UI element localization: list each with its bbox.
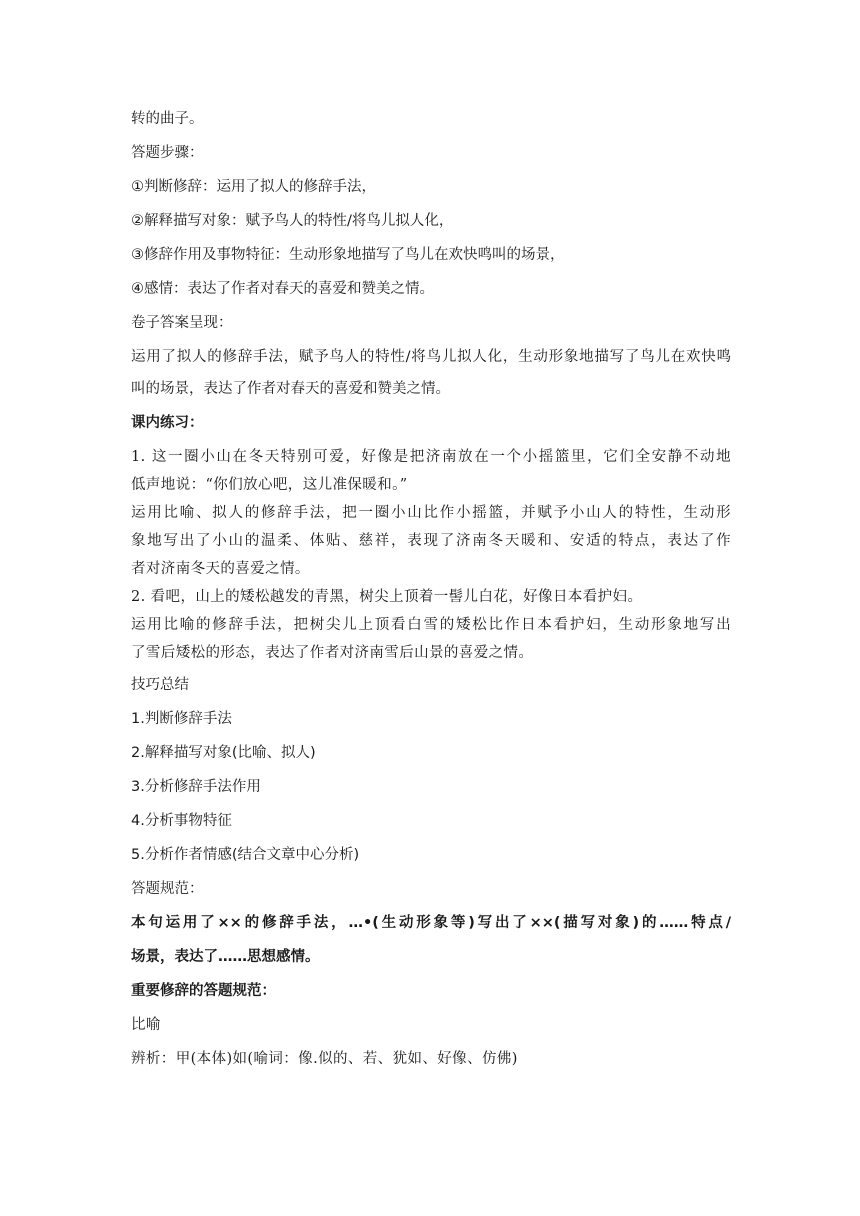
answer-heading: 卷子答案呈现： xyxy=(131,315,233,331)
metaphor-term: 比喻 xyxy=(131,1017,161,1033)
metaphor-analysis: 辨析：甲(本体)如(喻词：像.似的、若、犹如、好像、仿佛) xyxy=(131,1051,518,1067)
paragraph-tail: 转的曲子。 xyxy=(131,111,204,127)
document-body xyxy=(131,108,731,1070)
step-1: ①判断修辞：运用了拟人的修辞手法， xyxy=(131,179,376,195)
answer-line-1: 运用了拟人的修辞手法，赋予鸟人的特性/将鸟儿拟人化，生动形象地描写了鸟儿在欢快鸣 xyxy=(131,349,731,365)
exercise-1-answer-line-2: 象地写出了小山的温柔、体贴、慈祥，表现了济南冬天暖和、安适的特点，表达了作 xyxy=(131,533,731,549)
skill-2: 2.解释描写对象(比喻、拟人) xyxy=(131,745,316,761)
practice-heading: 课内练习： xyxy=(131,415,204,431)
norm-heading: 答题规范： xyxy=(131,881,204,897)
skill-4: 4.分析事物特征 xyxy=(131,813,232,829)
norm-line-2: 场景，表达了……思想感情。 xyxy=(131,949,320,965)
step-4: ④感情：表达了作者对春天的喜爱和赞美之情。 xyxy=(131,281,434,297)
exercise-2-answer-line-2: 了雪后矮松的形态，表达了作者对济南雪后山景的喜爱之情。 xyxy=(131,645,534,661)
exercise-2-answer-line-1: 运用比喻的修辞手法，把树尖儿上顶看白雪的矮松比作日本看护妇，生动形象地写出 xyxy=(131,617,731,633)
step-2: ②解释描写对象：赋予鸟人的特性/将鸟儿拟人化， xyxy=(131,213,454,229)
exercise-1-answer-line-3: 者对济南冬天的喜爱之情。 xyxy=(131,561,310,577)
skill-5: 5.分析作者情感(结合文章中心分析) xyxy=(131,847,360,863)
exercise-2-line: 2. 看吧，山上的矮松越发的青黑，树尖上顶着一髻儿白花，好像日本看护妇。 xyxy=(131,589,643,605)
steps-heading: 答题步骤： xyxy=(131,145,204,161)
exercise-1-answer-line-1: 运用比喻、拟人的修辞手法，把一圈小山比作小摇篮，并赋予小山人的特性，生动形 xyxy=(131,505,731,521)
exercise-1-line-2: 低声地说：“你们放心吧，这儿准保暖和。” xyxy=(131,477,408,493)
step-3: ③修辞作用及事物特征：生动形象地描写了鸟儿在欢快鸣叫的场景， xyxy=(131,247,565,263)
answer-line-2: 叫的场景，表达了作者对春天的喜爱和赞美之情。 xyxy=(131,381,450,397)
norm-line-1: 本句运用了××的修辞手法，…•(生动形象等)写出了××(描写对象)的……特点/ xyxy=(131,915,731,931)
skill-1: 1.判断修辞手法 xyxy=(131,711,232,727)
rhetoric-norm-heading: 重要修辞的答题规范： xyxy=(131,983,276,999)
skill-3: 3.分析修辞手法作用 xyxy=(131,779,261,795)
exercise-1-line-1: 1. 这一圈小山在冬天特别可爱，好像是把济南放在一个小摇篮里，它们全安静不动地 xyxy=(131,449,731,465)
skills-heading: 技巧总结 xyxy=(131,677,189,693)
